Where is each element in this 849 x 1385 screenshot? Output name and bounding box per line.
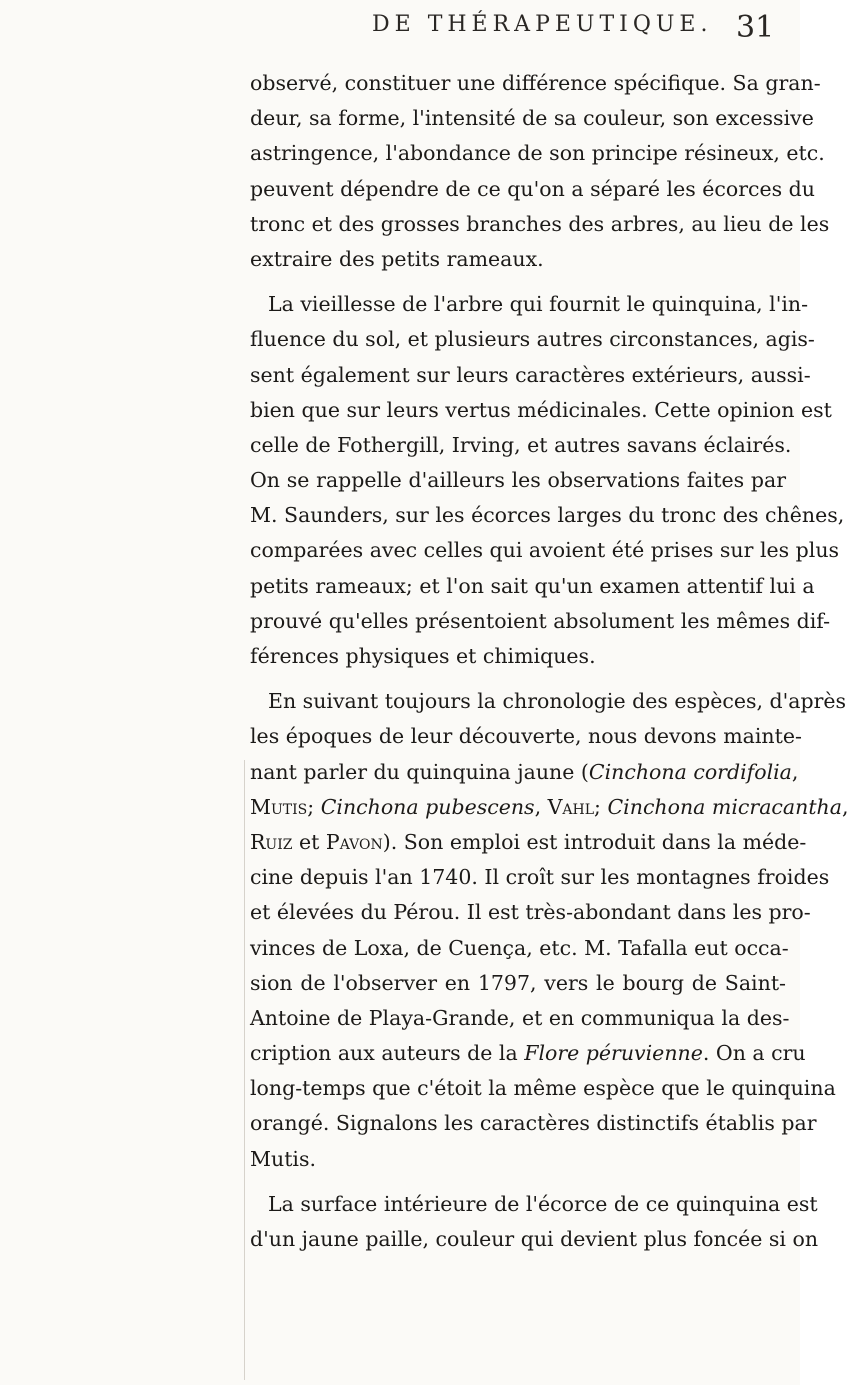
- text-line-with-italic: [250, 790, 849, 825]
- text-line: et élevées du Pérou. Il est très-abondant dans les pro-: [250, 900, 811, 925]
- page-number: 31: [736, 10, 775, 45]
- text-line: La vieillesse de l'arbre qui fournit le quinquina, l'in-: [268, 292, 809, 317]
- text-line: fluence du sol, et plusieurs autres circonstances, agis-: [250, 327, 815, 352]
- punctuation: ,: [791, 759, 799, 784]
- paragraph-2: [250, 287, 845, 674]
- text-line: vinces de Loxa, de Cuença, etc. M. Tafalla eut occa-: [250, 935, 789, 960]
- body-text: [250, 66, 849, 1267]
- conjunction: et: [292, 829, 326, 854]
- text-line: petits rameaux; et l'on sait qu'un examen attentif lui a: [250, 573, 815, 598]
- text-line: En suivant toujours la chronologie des espèces, d'après: [268, 689, 847, 714]
- text-line: Antoine de Playa-Grande, et en communiqua la des-: [250, 1005, 790, 1030]
- text-line-with-authors: [250, 825, 807, 860]
- text-fragment: . On a cru: [702, 1041, 806, 1066]
- paragraph-1: [250, 66, 830, 277]
- text-line: orangé. Signalons les caractères distinctifs établis par: [250, 1111, 817, 1136]
- punctuation: ;: [594, 794, 601, 819]
- text-line: long-temps que c'étoit la même espèce que le quinquina: [250, 1076, 836, 1101]
- species-name-italic: Cinchona cordifolia: [588, 759, 792, 784]
- text-line: comparées avec celles qui avoient été prises sur les plus: [250, 538, 840, 563]
- author-name: Ruiz: [250, 829, 293, 854]
- gutter-shadow-line: [244, 760, 245, 1380]
- text-line: observé, constituer une différence spécifique. Sa gran-: [250, 71, 821, 95]
- text-line-with-italic: [250, 1036, 806, 1071]
- text-fragment: ). Son emploi est introduit dans la méde-: [382, 829, 807, 854]
- text-line: Mutis.: [250, 1146, 317, 1171]
- author-name: Pavon: [325, 829, 383, 854]
- text-line: les époques de leur découverte, nous devons mainte-: [250, 724, 802, 749]
- running-title: DE THÉRAPEUTIQUE.: [372, 12, 713, 37]
- text-line-with-italic: [250, 755, 799, 790]
- text-line: extraire des petits rameaux.: [250, 246, 544, 271]
- author-name: Vahl: [547, 794, 595, 819]
- text-fragment: cription aux auteurs de la: [250, 1041, 525, 1066]
- book-title-italic: Flore péruvienne: [524, 1041, 703, 1066]
- punctuation: ,: [841, 794, 849, 819]
- text-fragment: nant parler du quinquina jaune (: [250, 759, 589, 784]
- text-line: sion de l'observer en 1797, vers le bourg de Saint-: [250, 970, 786, 995]
- paragraph-4: [250, 1187, 819, 1257]
- author-name: Mutis: [250, 794, 308, 819]
- text-line: sent également sur leurs caractères extérieurs, aussi-: [250, 362, 811, 387]
- text-line: M. Saunders, sur les écorces larges du tronc des chênes,: [250, 503, 845, 528]
- text-line: La surface intérieure de l'écorce de ce quinquina est: [268, 1191, 818, 1216]
- text-line: bien que sur leurs vertus médicinales. Cette opinion est: [250, 397, 832, 422]
- paragraph-3: [250, 684, 849, 1177]
- text-line: férences physiques et chimiques.: [250, 644, 596, 668]
- punctuation: ,: [534, 794, 542, 819]
- text-line: cine depuis l'an 1740. Il croît sur les montagnes froides: [250, 865, 830, 890]
- species-name-italic: Cinchona micracantha: [607, 794, 842, 819]
- text-line: On se rappelle d'ailleurs les observations faites par: [250, 468, 786, 493]
- text-line: astringence, l'abondance de son principe résineux, etc.: [250, 141, 825, 166]
- text-line: d'un jaune paille, couleur qui devient plus foncée si on: [250, 1227, 819, 1251]
- running-head: [0, 10, 800, 50]
- text-line: peuvent dépendre de ce qu'on a séparé les écorces du: [250, 176, 815, 201]
- species-name-italic: Cinchona pubescens: [320, 794, 535, 819]
- punctuation: ;: [307, 794, 315, 819]
- text-line: tronc et des grosses branches des arbres, au lieu de les: [250, 211, 830, 236]
- text-line: prouvé qu'elles présentoient absolument les mêmes dif-: [250, 608, 831, 633]
- text-line: deur, sa forme, l'intensité de sa couleur, son excessive: [250, 106, 814, 131]
- text-line: celle de Fothergill, Irving, et autres savans éclairés.: [250, 432, 792, 457]
